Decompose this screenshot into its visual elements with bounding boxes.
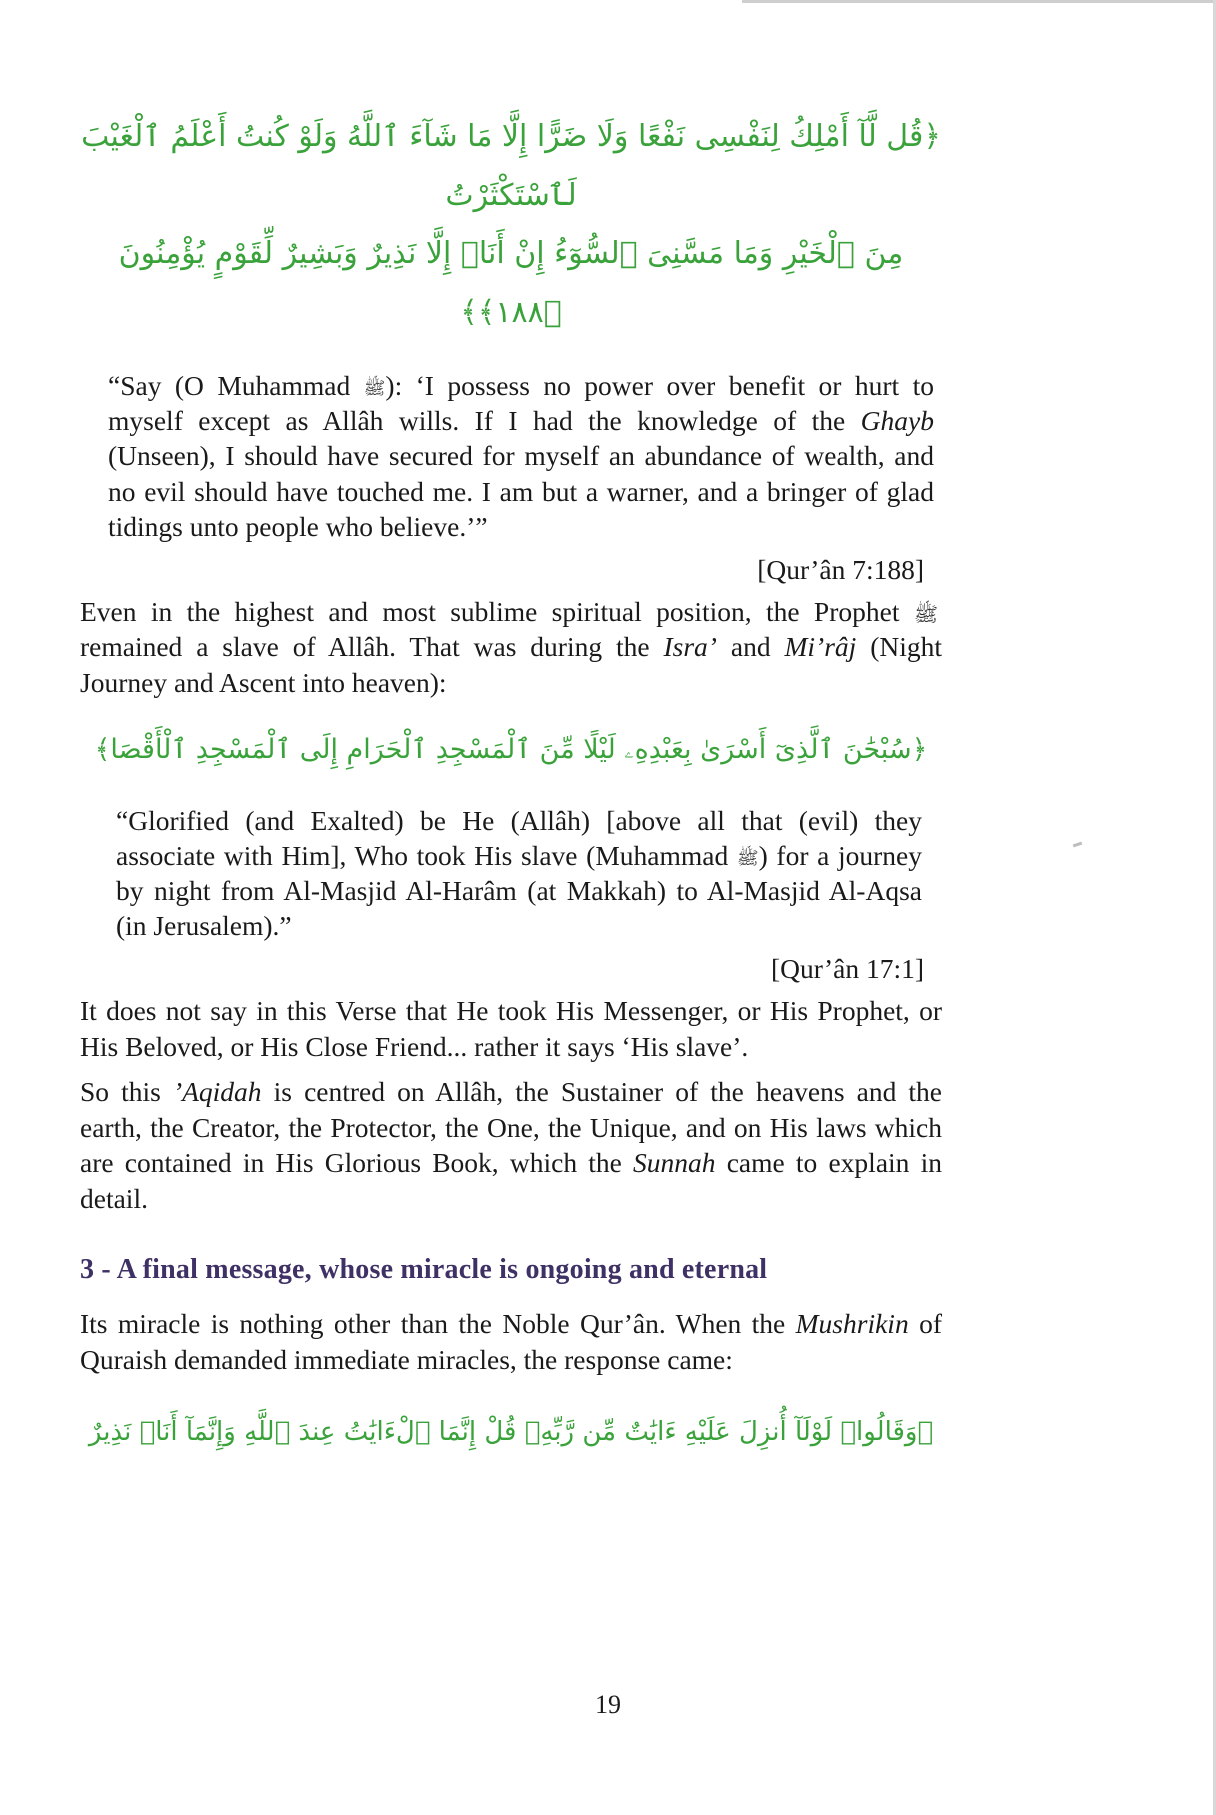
- translation-block-7-188: [80, 368, 942, 544]
- paragraph-miracle-quran: [80, 1306, 942, 1377]
- scan-edge-top: [742, 0, 1216, 3]
- paragraph-text: is centred on Allâh, the Sustainer of the heavens and the earth, the Creator, the Protector, the One, the Unique, and on His laws which are contained in His Glorious Book, which the: [80, 1076, 943, 1179]
- paragraph-his-slave: It does not say in this Verse that He took His Messenger, or His Prophet, or His Beloved, or His Close Friend... rather it says ‘His slave’.: [80, 995, 942, 1062]
- pbuh-icon: ﷺ: [913, 601, 938, 626]
- translation-italic-term: Ghayb: [860, 405, 934, 437]
- citation-quran-7-188: [Qur’ân 7:188]: [757, 553, 924, 585]
- paragraph-italic-term: Isra’: [663, 631, 717, 663]
- page-content: [80, 108, 942, 1458]
- paragraph-italic-term: ’Aqidah: [172, 1076, 262, 1108]
- ayah-line: ﴿سُبْحَٰنَ ٱلَّذِىٓ أَسْرَىٰ بِعَبْدِهِۦ لَيْلًا مِّنَ ٱلْمَسْجِدِ ٱلْحَرَامِ إِلَى ٱلْمَسْجِدِ ٱلْأَقْصَا﴾: [94, 734, 928, 766]
- citation-quran-17-1: [Qur’ân 17:1]: [771, 953, 924, 985]
- quran-verse-arabic-17-1: [80, 724, 942, 777]
- translation-text: “Glorified (and Exalted) be He (Allâh) [above all that (evil) they associate with Him], Who took His slave (Muhammad: [116, 804, 922, 871]
- pbuh-icon: ﷺ: [736, 847, 759, 869]
- quran-verse-arabic-7-188: [80, 108, 942, 342]
- paragraph-text: came to explain in detail.: [80, 1147, 942, 1214]
- translation-block-17-1: [80, 803, 942, 944]
- paragraph-text: of Quraish demanded immediate miracles, the response came:: [80, 1308, 942, 1375]
- translation-text: “Say (O Muhammad: [108, 370, 364, 401]
- ayah-line: مِنَ ٱلْخَيْرِ وَمَا مَسَّنِىَ ٱلسُّوٓءُ إِنْ أَنَا۠ إِلَّا نَذِيرٌ وَبَشِيرٌ لِّقَوْمٍ يُؤْمِنُونَ ﴿١٨٨﴾﴾: [118, 236, 904, 330]
- paragraph-italic-term: Mushrikin: [795, 1308, 909, 1340]
- translation-text: ) for a journey by night from Al-Masjid Al-Harâm (at Makkah) to Al-Masjid Al-Aqsa (in Jerusalem).”: [116, 839, 923, 942]
- quran-verse-arabic-29-50: [80, 1407, 942, 1458]
- paragraph-aqidah: [80, 1074, 942, 1216]
- paragraph-text: So this: [80, 1076, 173, 1108]
- pbuh-icon: ﷺ: [363, 378, 386, 399]
- page-number: 19: [595, 1690, 621, 1719]
- section-heading-3: 3 - A final message, whose miracle is ongoing and eternal: [80, 1254, 768, 1286]
- scan-speck: [1073, 842, 1082, 848]
- paragraph-text: remained a slave of Allâh. That was during the: [80, 631, 664, 663]
- paragraph-italic-term: Sunnah: [633, 1147, 716, 1179]
- paragraph-text: Its miracle is nothing other than the Noble Qur’ân. When the: [80, 1308, 796, 1340]
- ayah-line: ﴿وَقَالُوا۟ لَوْلَآ أُنزِلَ عَلَيْهِ ءَايَٰتٌ مِّن رَّبِّهِۦ قُلْ إِنَّمَا ٱلْءَايَٰتُ عِندَ ٱللَّهِ وَإِنَّمَآ أَنَا۠ نَذِيرٌ: [88, 1416, 934, 1447]
- paragraph-italic-term: Mi’râj: [784, 631, 857, 663]
- paragraph-prophet-slave: [80, 594, 942, 700]
- paragraph-text: Even in the highest and most sublime spiritual position, the Prophet: [80, 595, 914, 627]
- translation-text: ): ‘I possess no power over benefit or hurt to myself except as Allâh wills. If I had the knowledge of the: [108, 370, 934, 437]
- ayah-line: ﴿قُل لَّآ أَمْلِكُ لِنَفْسِى نَفْعًا وَلَا ضَرًّا إِلَّا مَا شَآءَ ٱللَّهُ وَلَوْ كُنتُ أَعْلَمُ ٱلْغَيْبَ لَٱسْتَكْثَرْتُ: [81, 119, 941, 213]
- translation-text: (Unseen), I should have secured for myself an abundance of wealth, and no evil should have touched me. I am but a warner, and a bringer of glad tidings unto people who believe.’”: [108, 440, 934, 542]
- paragraph-text: and: [716, 631, 785, 663]
- paragraph-text: (Night Journey and Ascent into heaven):: [80, 631, 942, 698]
